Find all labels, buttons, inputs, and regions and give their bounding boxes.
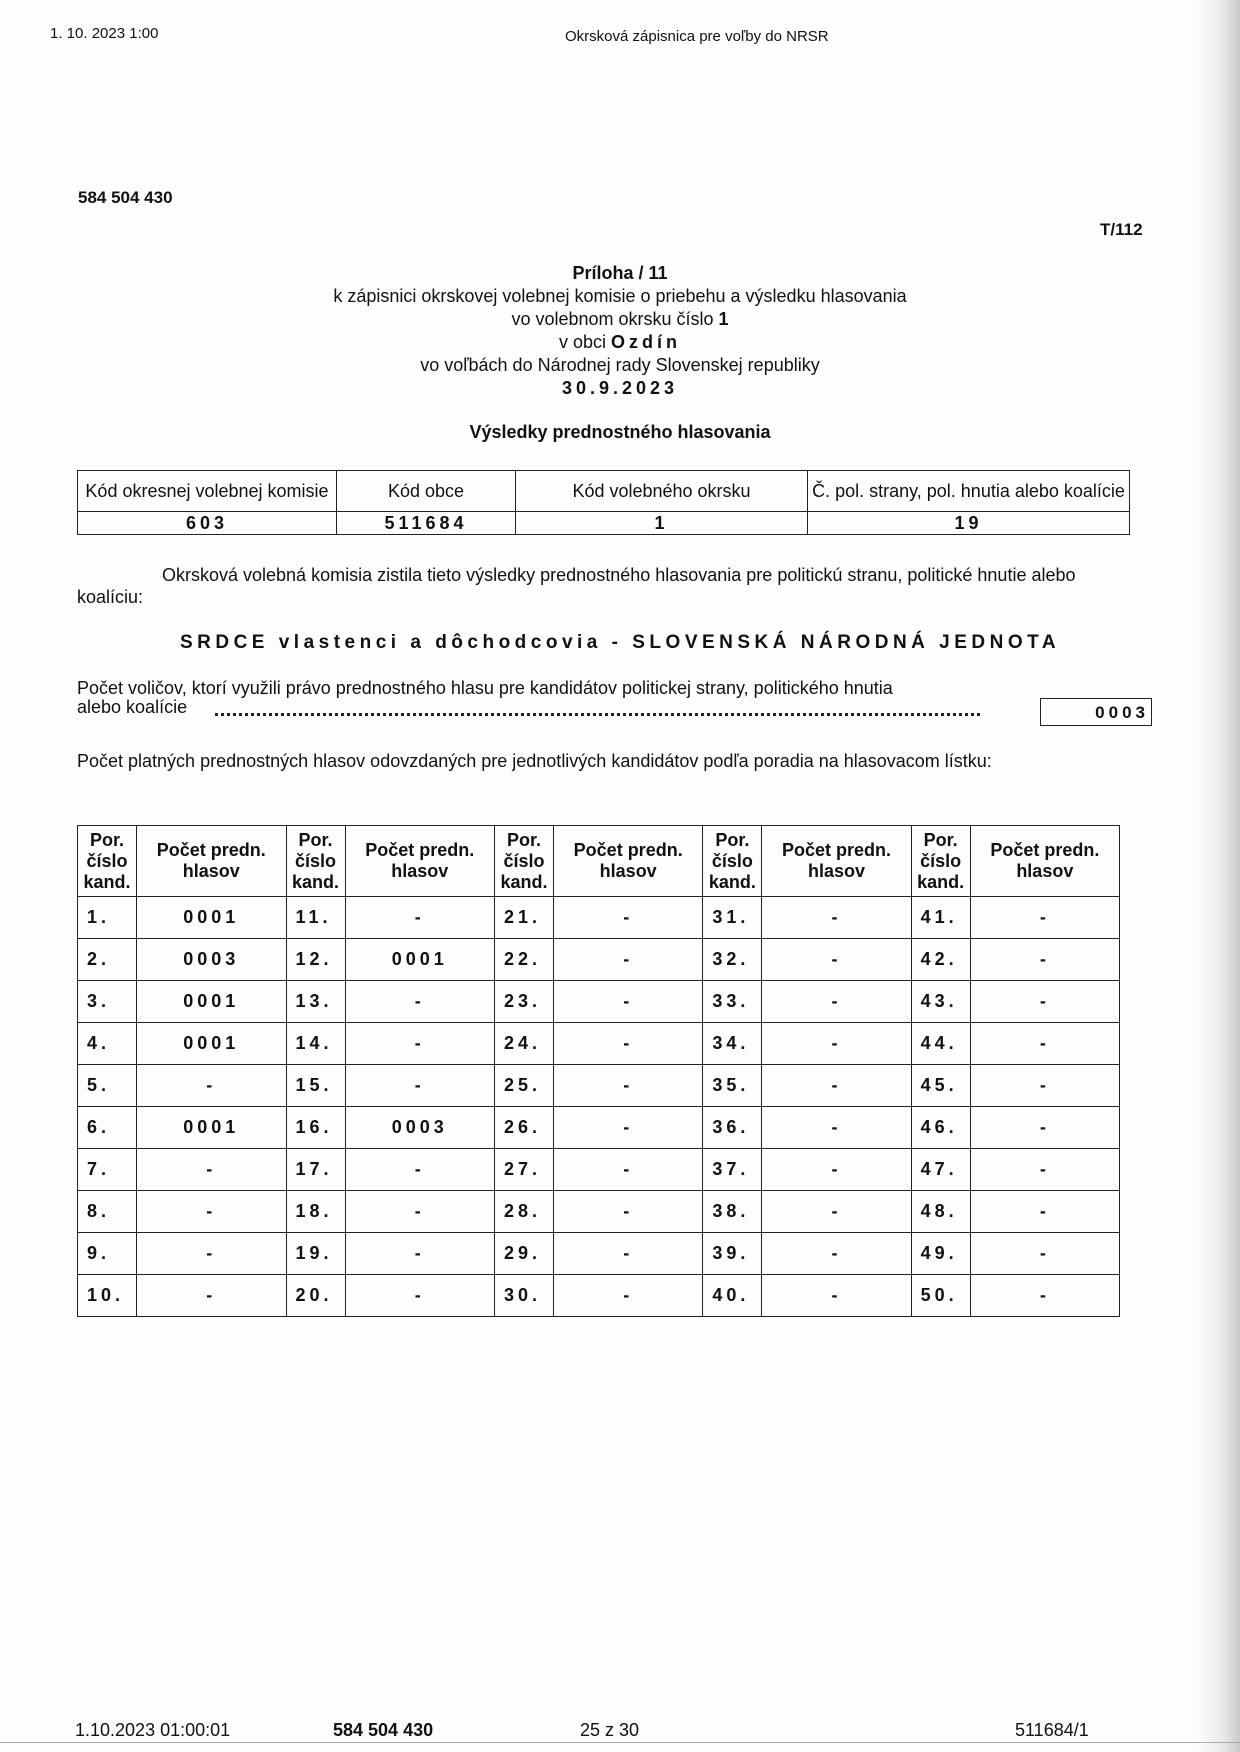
table-row [78, 1233, 1120, 1275]
code-header: Kód okresnej volebnej komisie [78, 471, 337, 512]
candidate-number: 47. [911, 1149, 970, 1191]
candidate-votes: - [345, 981, 495, 1023]
election-date: 30.9.2023 [561, 378, 679, 398]
dotted-leader [215, 713, 980, 716]
candidate-votes: 0001 [345, 939, 495, 981]
title-line-5: vo voľbách do Národnej rady Slovenskej republiky [420, 355, 820, 375]
scan-edge-shadow [1196, 0, 1240, 1752]
candidate-votes: - [345, 1023, 495, 1065]
candidate-number: 19. [286, 1233, 345, 1275]
candidate-number: 1. [78, 897, 137, 939]
candidate-votes: - [970, 1191, 1119, 1233]
candidate-votes: - [970, 1065, 1119, 1107]
votes-intro: Počet platných prednostných hlasov odovzdaných pre jednotlivých kandidátov podľa poradia na hlasovacom lístku: [77, 751, 992, 771]
candidate-votes: - [554, 897, 703, 939]
candidate-number: 9. [78, 1233, 137, 1275]
candidate-number: 18. [286, 1191, 345, 1233]
candidate-number: 48. [911, 1191, 970, 1233]
candidate-number: 36. [703, 1107, 762, 1149]
candidate-votes: - [762, 1149, 911, 1191]
candidate-number: 28. [495, 1191, 554, 1233]
header-preferential-votes: Počet predn. hlasov [970, 826, 1119, 897]
candidate-number: 4. [78, 1023, 137, 1065]
footer-page: 25 z 30 [580, 1720, 640, 1740]
table-row [78, 1023, 1120, 1065]
candidate-votes: 0001 [137, 1023, 287, 1065]
code-value: 603 [78, 512, 337, 535]
municipality-prefix: v obci [558, 332, 612, 352]
candidate-votes: - [345, 1275, 495, 1317]
votes-table-header [78, 826, 1120, 897]
table-row [78, 981, 1120, 1023]
candidate-number: 29. [495, 1233, 554, 1275]
header-doc-title: Okrsková zápisnica pre voľby do NRSR [565, 28, 829, 45]
header-preferential-votes: Počet predn. hlasov [345, 826, 495, 897]
candidate-number: 45. [911, 1065, 970, 1107]
voters-label-2: alebo koalície [77, 697, 188, 717]
annex-title: Príloha / 11 [572, 263, 668, 283]
header-preferential-votes: Počet predn. hlasov [137, 826, 287, 897]
code-header: Č. pol. strany, pol. hnutia alebo koalície [808, 471, 1130, 512]
title-block [0, 262, 1240, 400]
candidate-number: 44. [911, 1023, 970, 1065]
voters-count: 0003 [1040, 698, 1152, 726]
intro-text: Okrsková volebná komisia zistila tieto výsledky prednostného hlasovania pre politickú stranu, politické hnutie alebo koalíciu: [77, 565, 1076, 607]
candidate-number: 8. [78, 1191, 137, 1233]
candidate-votes: - [970, 1275, 1119, 1317]
candidate-votes: - [137, 1275, 287, 1317]
candidate-votes: - [554, 981, 703, 1023]
scan-bottom-line [0, 1742, 1240, 1743]
candidate-number: 21. [495, 897, 554, 939]
candidate-votes: - [554, 1023, 703, 1065]
candidate-votes: - [137, 1149, 287, 1191]
candidate-number: 40. [703, 1275, 762, 1317]
header-preferential-votes: Počet predn. hlasov [554, 826, 703, 897]
header-candidate-number: Por. číslo kand. [78, 826, 137, 897]
candidate-number: 39. [703, 1233, 762, 1275]
candidate-votes: - [970, 1023, 1119, 1065]
candidate-votes: 0003 [345, 1107, 495, 1149]
district-prefix: vo volebnom okrsku číslo [511, 309, 719, 329]
table-row [78, 1065, 1120, 1107]
header-candidate-number: Por. číslo kand. [495, 826, 554, 897]
candidate-number: 24. [495, 1023, 554, 1065]
candidate-number: 49. [911, 1233, 970, 1275]
voters-label-1: Počet voličov, ktorí využili právo prednostného hlasu pre kandidátov politickej strany, politického hnutia [77, 678, 893, 698]
candidate-votes: - [970, 1107, 1119, 1149]
candidate-votes: - [554, 1275, 703, 1317]
header-candidate-number: Por. číslo kand. [703, 826, 762, 897]
candidate-votes: - [762, 1107, 911, 1149]
candidate-votes: - [137, 1065, 287, 1107]
code-value: 1 [516, 512, 808, 535]
candidate-number: 17. [286, 1149, 345, 1191]
header-datetime: 1. 10. 2023 1:00 [50, 25, 159, 42]
candidate-votes: - [970, 939, 1119, 981]
header-candidate-number: Por. číslo kand. [911, 826, 970, 897]
candidate-number: 23. [495, 981, 554, 1023]
candidate-votes: 0001 [137, 1107, 287, 1149]
candidate-votes: - [970, 897, 1119, 939]
candidate-number: 22. [495, 939, 554, 981]
candidate-number: 43. [911, 981, 970, 1023]
candidate-votes: - [762, 981, 911, 1023]
candidate-votes: - [554, 1191, 703, 1233]
candidate-number: 20. [286, 1275, 345, 1317]
candidate-number: 2. [78, 939, 137, 981]
title-line-4 [0, 331, 1240, 354]
candidate-votes: 0001 [137, 897, 287, 939]
municipality-name: Ozdín [611, 332, 682, 352]
candidate-number: 46. [911, 1107, 970, 1149]
candidate-votes: - [970, 1233, 1119, 1275]
candidate-votes: - [345, 1065, 495, 1107]
candidate-votes: - [554, 1233, 703, 1275]
code-header: Kód volebného okrsku [516, 471, 808, 512]
candidate-votes: - [970, 981, 1119, 1023]
candidate-number: 31. [703, 897, 762, 939]
candidate-votes: - [762, 897, 911, 939]
title-line-2: k zápisnici okrskovej volebnej komisie o priebehu a výsledku hlasovania [333, 286, 907, 306]
candidate-votes: - [554, 1149, 703, 1191]
codes-table [77, 470, 1130, 535]
candidate-number: 14. [286, 1023, 345, 1065]
code-value: 19 [808, 512, 1130, 535]
candidate-number: 35. [703, 1065, 762, 1107]
candidate-number: 16. [286, 1107, 345, 1149]
candidate-votes: - [554, 1065, 703, 1107]
candidate-votes: 0001 [137, 981, 287, 1023]
table-row [78, 1149, 1120, 1191]
table-row [78, 1191, 1120, 1233]
candidate-number: 12. [286, 939, 345, 981]
table-row [78, 939, 1120, 981]
district-number: 1 [718, 309, 729, 329]
header-candidate-number: Por. číslo kand. [286, 826, 345, 897]
candidate-votes: - [970, 1149, 1119, 1191]
table-row [78, 897, 1120, 939]
doc-number: 584 504 430 [78, 188, 173, 207]
table-row [78, 1107, 1120, 1149]
candidate-number: 50. [911, 1275, 970, 1317]
footer-doc-number: 584 504 430 [333, 1720, 434, 1740]
title-line-3 [0, 308, 1240, 331]
candidate-votes: - [762, 1023, 911, 1065]
candidate-number: 6. [78, 1107, 137, 1149]
code-header: Kód obce [337, 471, 516, 512]
candidate-number: 32. [703, 939, 762, 981]
candidate-number: 11. [286, 897, 345, 939]
code-value: 511684 [337, 512, 516, 535]
candidate-number: 30. [495, 1275, 554, 1317]
candidate-votes: - [345, 1233, 495, 1275]
candidate-number: 38. [703, 1191, 762, 1233]
candidate-votes: - [762, 1191, 911, 1233]
candidate-votes: - [137, 1191, 287, 1233]
candidate-number: 33. [703, 981, 762, 1023]
candidate-votes: - [137, 1233, 287, 1275]
candidate-votes: - [345, 1149, 495, 1191]
footer-code: 511684/1 [1015, 1720, 1089, 1740]
candidate-number: 25. [495, 1065, 554, 1107]
candidate-votes: - [762, 1065, 911, 1107]
candidate-votes: - [345, 1191, 495, 1233]
candidate-votes: - [345, 897, 495, 939]
candidate-number: 26. [495, 1107, 554, 1149]
candidate-number: 13. [286, 981, 345, 1023]
candidate-number: 7. [78, 1149, 137, 1191]
candidate-votes: 0003 [137, 939, 287, 981]
table-row [78, 1275, 1120, 1317]
candidate-number: 37. [703, 1149, 762, 1191]
candidate-votes: - [762, 1233, 911, 1275]
candidate-number: 34. [703, 1023, 762, 1065]
candidate-number: 3. [78, 981, 137, 1023]
votes-table [77, 825, 1120, 1317]
candidate-number: 27. [495, 1149, 554, 1191]
candidate-number: 10. [78, 1275, 137, 1317]
footer-timestamp: 1.10.2023 01:00:01 [75, 1720, 231, 1740]
candidate-votes: - [554, 1107, 703, 1149]
candidate-number: 15. [286, 1065, 345, 1107]
party-name: SRDCE vlastenci a dôchodcovia - SLOVENSKÁ NÁRODNÁ JEDNOTA [179, 632, 1061, 653]
header-preferential-votes: Počet predn. hlasov [762, 826, 911, 897]
candidate-votes: - [554, 939, 703, 981]
candidate-number: 5. [78, 1065, 137, 1107]
candidate-number: 41. [911, 897, 970, 939]
section-title: Výsledky prednostného hlasovania [469, 422, 771, 442]
candidate-number: 42. [911, 939, 970, 981]
candidate-votes: - [762, 939, 911, 981]
candidate-votes: - [762, 1275, 911, 1317]
form-code: T/112 [1100, 220, 1143, 239]
